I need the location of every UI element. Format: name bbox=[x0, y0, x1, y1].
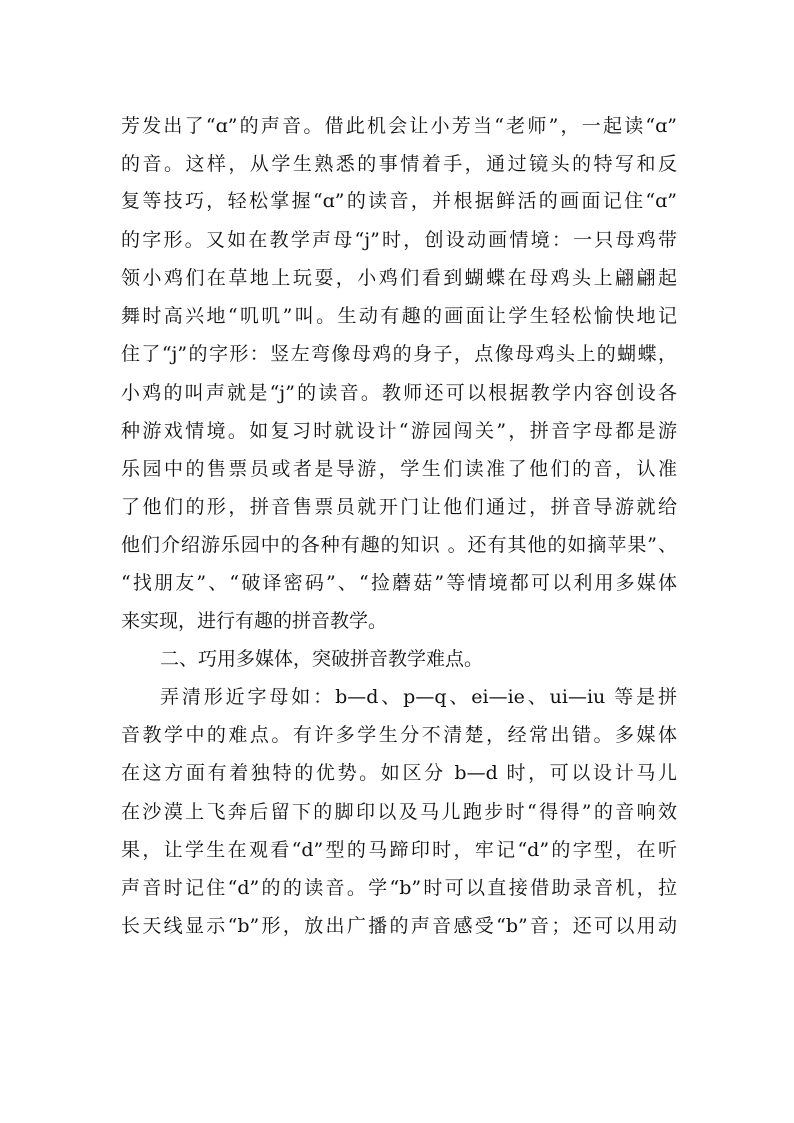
paragraph-line: 来实现，进行有趣的拼音教学。 bbox=[121, 610, 388, 632]
paragraph-line: 弄清形近字母如：b—d、p—q、ei—ie、ui—iu 等是拼 bbox=[160, 686, 677, 708]
paragraph-line: 果，让学生在观看“d”型的马蹄印时，牢记“d”的字型，在听 bbox=[121, 839, 677, 861]
section-heading: 二、巧用多媒体，突破拼音教学难点。 bbox=[160, 648, 484, 670]
paragraph-line: 芳发出了“ɑ”的声音。借此机会让小芳当“老师”，一起读“ɑ” bbox=[121, 115, 677, 137]
paragraph-line: 舞时高兴地“叽叽”叫。生动有趣的画面让学生轻松愉快地记 bbox=[121, 305, 677, 327]
paragraph-line: 在沙漠上飞奔后留下的脚印以及马儿跑步时“得得”的音响效 bbox=[121, 801, 677, 823]
paragraph-line: 了他们的形，拼音售票员就开门让他们通过，拼音导游就给 bbox=[121, 496, 677, 518]
paragraph-line: 复等技巧，轻松掌握“ɑ”的读音，并根据鲜活的画面记住“ɑ” bbox=[121, 190, 677, 212]
paragraph-line: 长天线显示“b”形，放出广播的声音感受“b”音；还可以用动 bbox=[121, 915, 677, 937]
paragraph-line: 小鸡的叫声就是“j”的读音。教师还可以根据教学内容创设各 bbox=[121, 382, 677, 404]
paragraph-line: 的字形。又如在教学声母“j”时，创设动画情境：一只母鸡带 bbox=[121, 229, 677, 251]
paragraph-line: 的音。这样，从学生熟悉的事情着手，通过镜头的特写和反 bbox=[121, 153, 677, 175]
paragraph-line: 种游戏情境。如复习时就设计“游园闯关”，拼音字母都是游 bbox=[121, 420, 677, 442]
paragraph-line: 领小鸡们在草地上玩耍，小鸡们看到蝴蝶在母鸡头上翩翩起 bbox=[121, 267, 677, 289]
paragraph-line: 他们介绍游乐园中的各种有趣的知识 。还有其他的如摘苹果”、 bbox=[121, 534, 677, 556]
paragraph-line: “找朋友”、“破译密码”、“捡蘑菇”等情境都可以利用多媒体 bbox=[121, 572, 677, 594]
paragraph-line: 住了“j”的字形：竖左弯像母鸡的身子，点像母鸡头上的蝴蝶， bbox=[121, 343, 677, 365]
paragraph-line: 音教学中的难点。有许多学生分不清楚，经常出错。多媒体 bbox=[121, 724, 677, 746]
paragraph-line: 在这方面有着独特的优势。如区分 b—d 时，可以设计马儿 bbox=[121, 762, 677, 784]
paragraph-line: 乐园中的售票员或者是导游，学生们读准了他们的音，认准 bbox=[121, 458, 677, 480]
paragraph-line: 声音时记住“d”的的读音。学“b”时可以直接借助录音机，拉 bbox=[121, 877, 677, 899]
